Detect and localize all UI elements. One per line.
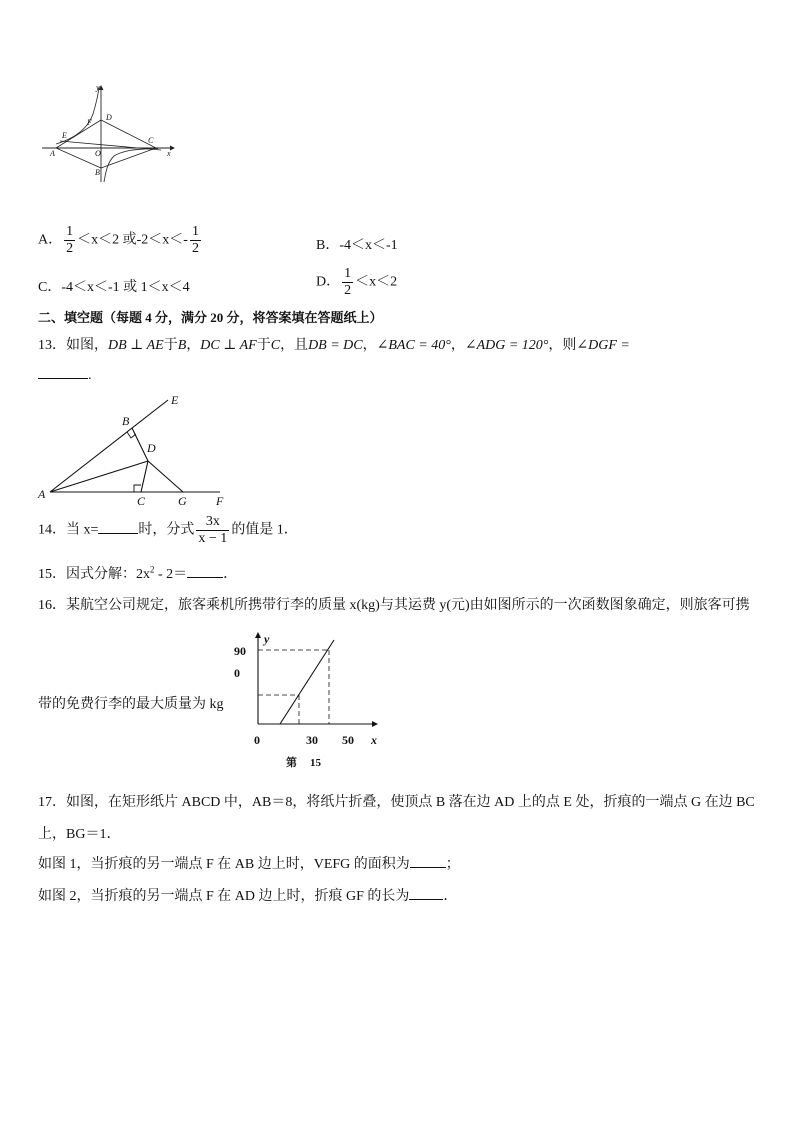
fig12-label-y: y [96,83,100,92]
line-chart-figure [226,628,386,770]
fig13-label-c: C [137,494,146,508]
question-17-line-1: 17．如图，在矩形纸片 ABCD 中，AB＝8，将纸片折叠，使顶点 B 落在边 AD 上的点 E 处，折痕的一端点 G 在边 BC [38,795,755,810]
answer-blank-13[interactable]: . [38,368,92,384]
fig13-label-d: D [147,441,156,455]
option-a: A． $\frac{1}{2}$ ＜x＜2 或-2＜x＜- $\frac{1}{2}$ [38,224,199,256]
fig16-tick-50: 50 [342,733,354,747]
fig16-tick-0: 0 [234,666,240,680]
option-d: D． $\frac{1}{2}$ ＜x＜2 [316,266,398,298]
fig12-label-a: A [50,149,55,158]
fig12-label-c: C [148,136,154,145]
fig16-caption-1: 第 [286,757,297,769]
question-16-line-1: 16．某航空公司规定，旅客乘机所携带行李的质量 x(kg)与其运费 y(元)由如图所示的一次函数图象确定，则旅客可携 [38,598,750,613]
hyperbola-figure [36,82,186,187]
answer-blank-17a[interactable] [410,866,446,868]
fraction: $\frac{1}{2}$ [344,266,352,298]
fig16-tick-30: 30 [306,733,318,747]
fig12-label-o: O [95,149,101,158]
question-16-line-2: 带的免费行李的最大质量为 kg [38,697,224,712]
fig16-label-y: y [264,632,270,646]
fig12-label-d: D [106,113,112,122]
fraction: $\frac{3x}{x - 1}$ [198,514,228,546]
fig13-label-f: F [216,494,224,508]
fraction: $\frac{1}{2}$ [66,224,74,256]
answer-blank-15[interactable] [187,576,223,578]
fig16-origin: 0 [254,733,260,747]
question-17-line-2: 上，BG＝1． [38,827,121,842]
answer-blank-14[interactable] [98,532,138,534]
fig12-label-e: E [62,131,67,140]
fig12-label-x: x [167,149,171,158]
fig16-caption-2: 15 [310,757,321,769]
fig16-label-x: x [371,733,377,747]
fig13-label-e: E [171,393,179,407]
question-17-line-3: 如图 1，当折痕的另一端点 F 在 AB 边上时，VEFG 的面积为 ； [38,857,460,872]
fig13-label-b: B [122,414,130,428]
section-heading: 二、填空题（每题 4 分，满分 20 分，将答案填在答题纸上） [38,310,383,325]
fig12-label-f: F [87,118,92,127]
fig13-label-g: G [178,494,187,508]
option-b: B．-4＜x＜-1 [316,238,398,253]
option-c: C．-4＜x＜-1 或 1＜x＜4 [38,280,190,295]
answer-blank-17b[interactable] [409,898,443,900]
fraction: $\frac{1}{2}$ [191,224,199,256]
question-15: 15．因式分解：$2x^2 - 2=$ ． [38,564,238,582]
fig12-label-b: B [95,168,100,177]
fig13-label-a: A [38,487,46,501]
question-17-line-4: 如图 2，当折痕的另一端点 F 在 AD 边上时，折痕 GF 的长为 ． [38,889,458,904]
question-14: 14．当 x= 时，分式 $\frac{3x}{x - 1}$ 的值是 1． [38,514,298,546]
question-13: 13．如图，DB ⊥ AE于B，DC ⊥ AF于C，且DB = DC，∠BAC = 40°，∠ADG = 120°，则∠DGF = [38,338,630,353]
angle-figure [36,388,236,508]
cost-line [280,640,334,724]
fig16-tick-90: 90 [234,644,246,658]
